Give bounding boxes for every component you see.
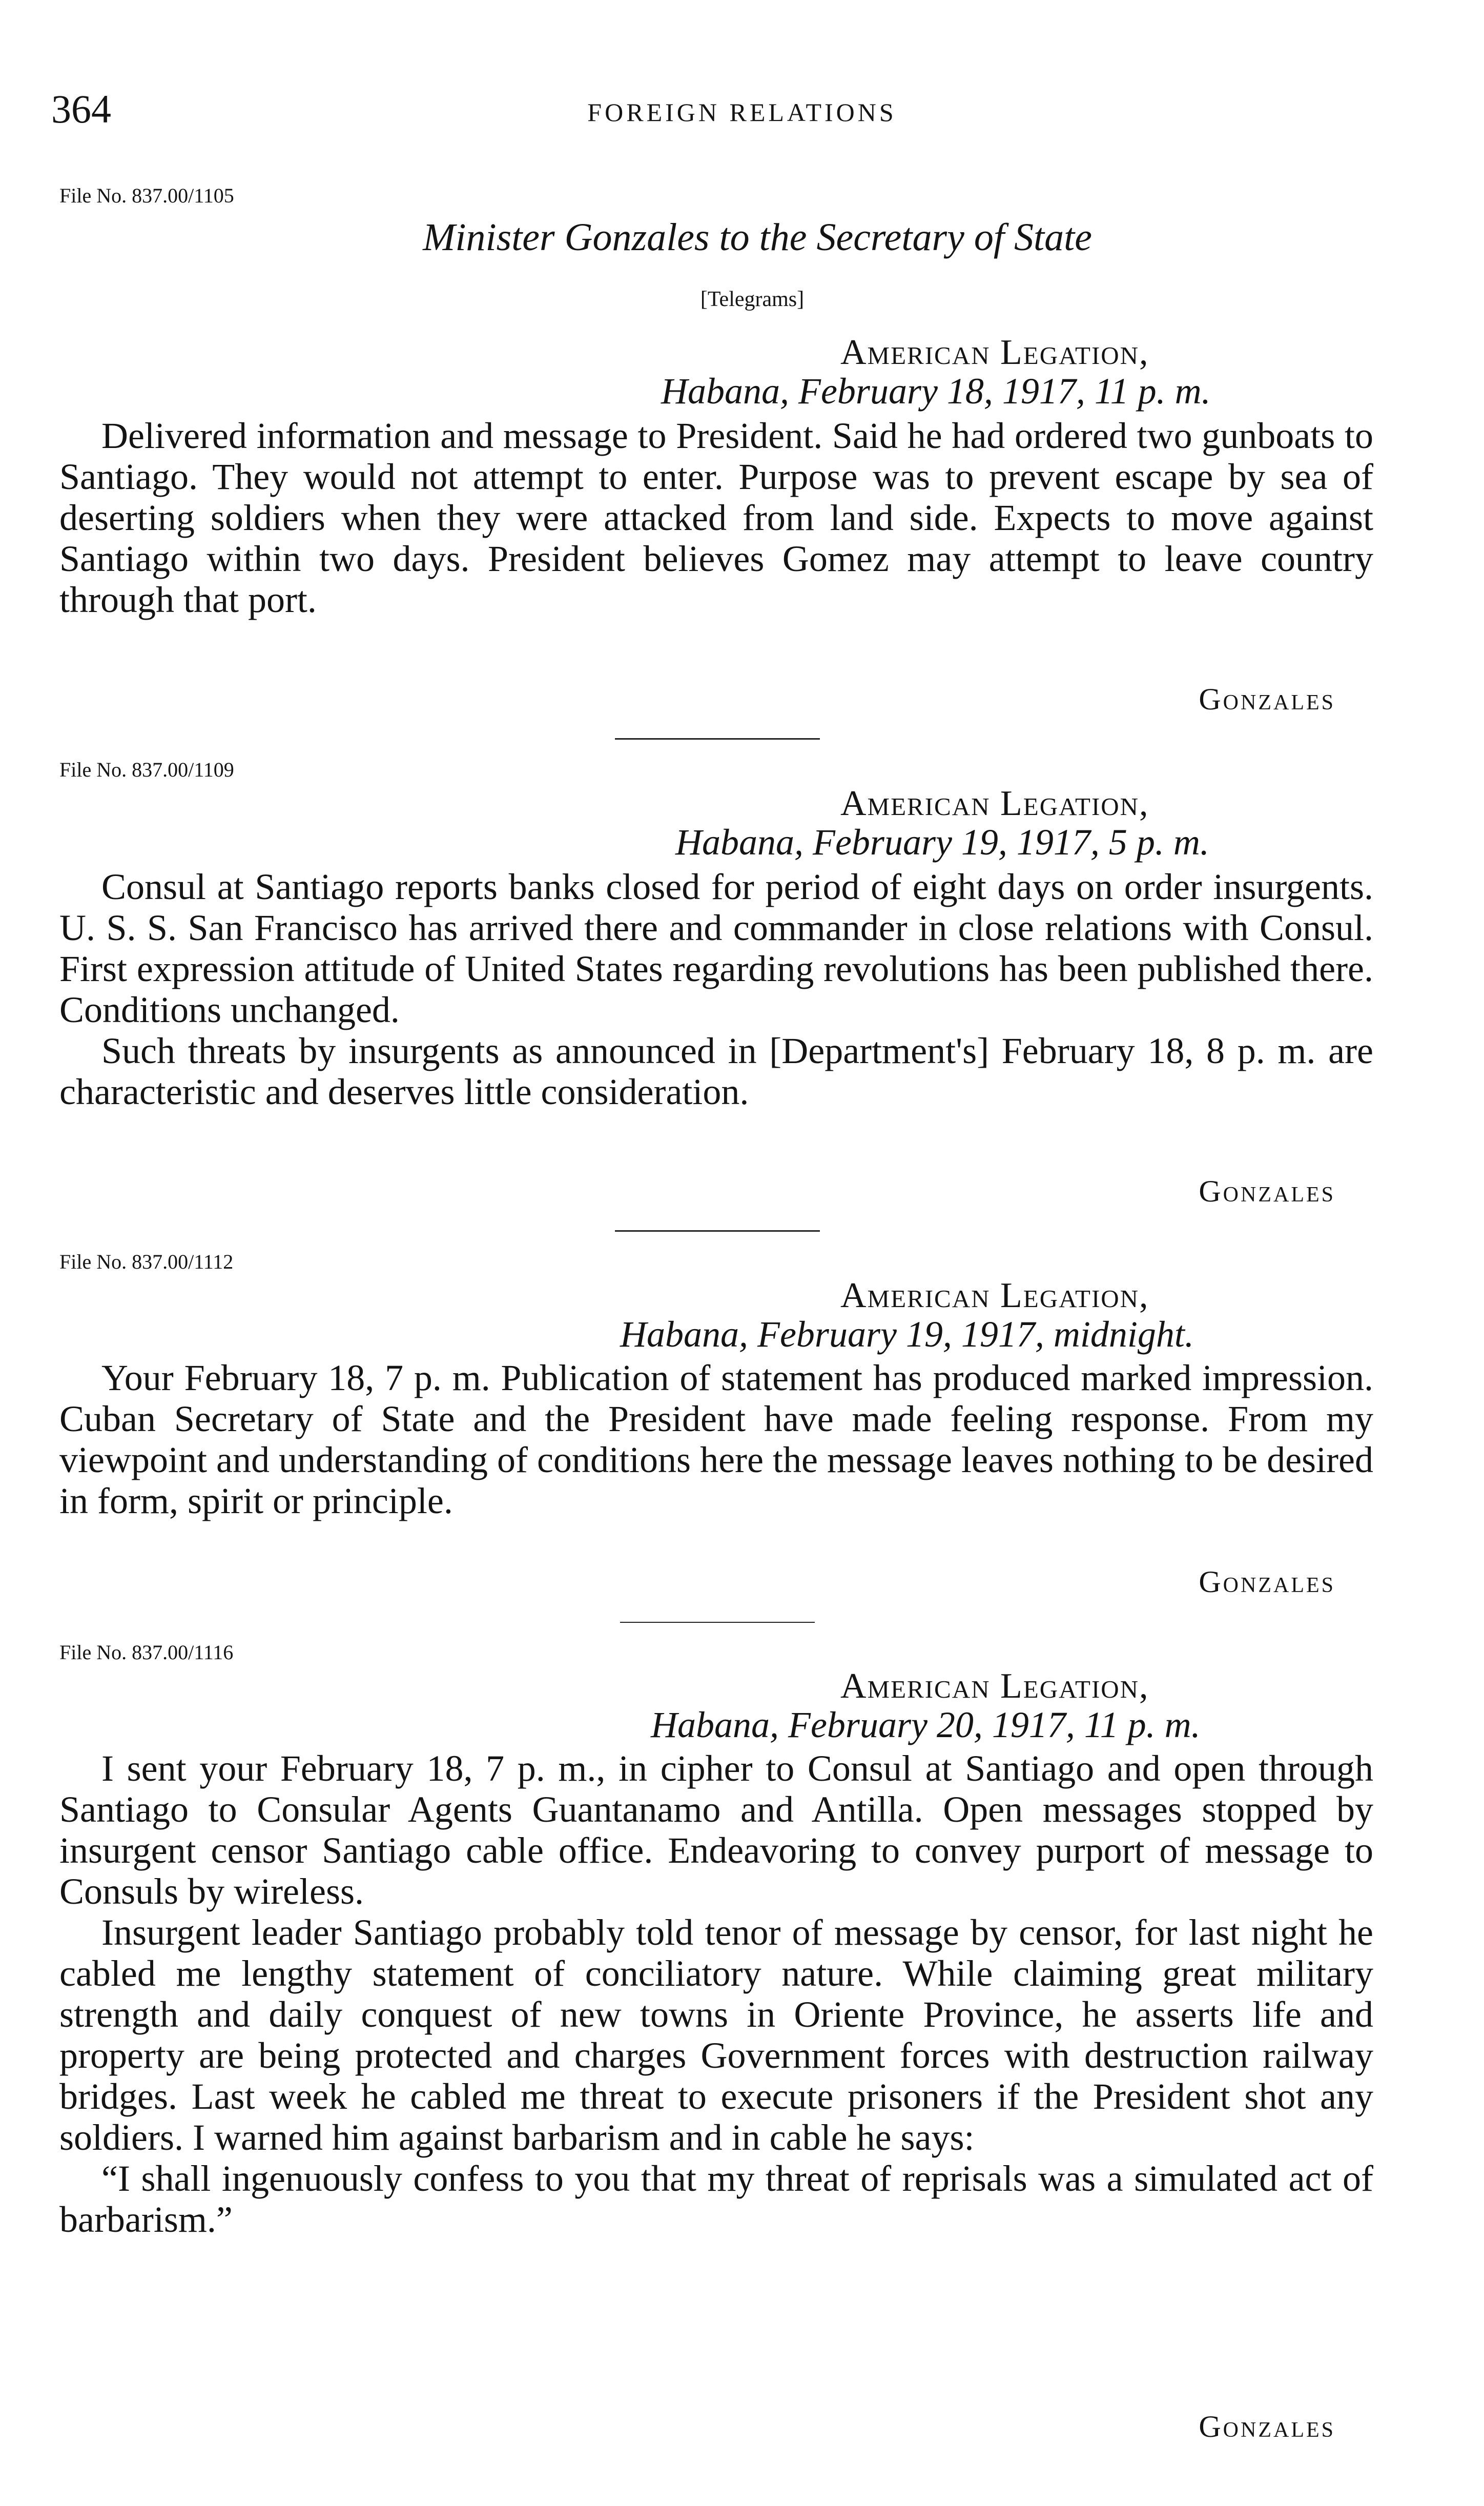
paragraph: Such threats by insurgents as announced in [Department's] February 18, 8 p. m. are characteristic and deserves little consideration. — [59, 1030, 1373, 1112]
page-number: 364 — [51, 87, 111, 131]
signature: Gonzales — [1199, 1565, 1335, 1599]
legation-heading: American Legation, — [840, 784, 1149, 823]
telegram-body — [59, 866, 1373, 1112]
telegram-body — [59, 1357, 1373, 1521]
file-number: File No. 837.00/1105 — [59, 184, 234, 207]
dateline: Habana, February 20, 1917, 11 p. m. — [651, 1704, 1201, 1745]
divider-rule — [615, 1230, 820, 1232]
paragraph: I sent your February 18, 7 p. m., in cipher to Consul at Santiago and open through Santiago to Consular Agents Guantanamo and Antilla. Open messages stopped by insurgent censor Santiago cable office. Endeavoring to convey purport of message to Consuls by wireless. — [59, 1748, 1373, 1912]
quoted-paragraph: “I shall ingenuously confess to you that my threat of reprisals was a simulated act of barbarism.” — [59, 2158, 1373, 2240]
legation-heading: American Legation, — [840, 1666, 1149, 1706]
dateline: Habana, February 19, 1917, midnight. — [620, 1314, 1194, 1355]
paragraph: Consul at Santiago reports banks closed for period of eight days on order insurgents. U. S. S. San Francisco has arrived there and commander in close relations with Consul. First expression attitude of United States regarding revolutions has been published there. Conditions unchanged. — [59, 866, 1373, 1030]
signature: Gonzales — [1199, 682, 1335, 716]
document-title: Minister Gonzales to the Secretary of State — [423, 216, 1092, 259]
dateline: Habana, February 18, 1917, 11 p. m. — [661, 371, 1211, 412]
telegram-body — [59, 415, 1373, 620]
running-head: FOREIGN RELATIONS — [587, 98, 897, 127]
paragraph: Your February 18, 7 p. m. Publication of statement has produced marked impression. Cuban Secretary of State and the President have made feeling response. From my viewpoint and understanding of conditions here the message leaves nothing to be desired in form, spirit or principle. — [59, 1357, 1373, 1521]
telegram-body — [59, 1748, 1373, 2240]
dateline: Habana, February 19, 1917, 5 p. m. — [675, 822, 1209, 863]
legation-heading: American Legation, — [840, 333, 1149, 372]
file-number: File No. 837.00/1116 — [59, 1641, 234, 1664]
file-number: File No. 837.00/1109 — [59, 758, 234, 781]
signature: Gonzales — [1199, 2410, 1335, 2443]
paragraph: Delivered information and message to President. Said he had ordered two gunboats to Santiago. They would not attempt to enter. Purpose was to prevent escape by sea of deserting soldiers when they were attacked from land side. Expects to move against Santiago within two days. President believes Gomez may attempt to leave country through that port. — [59, 415, 1373, 620]
divider-rule — [620, 1622, 815, 1623]
signature: Gonzales — [1199, 1174, 1335, 1208]
document-subtitle: [Telegrams] — [700, 288, 805, 311]
file-number: File No. 837.00/1112 — [59, 1250, 234, 1273]
legation-heading: American Legation, — [840, 1276, 1149, 1315]
paragraph: Insurgent leader Santiago probably told tenor of message by censor, for last night he cabled me lengthy statement of conciliatory nature. While claiming great military strength and daily conquest of new towns in Oriente Province, he asserts life and property are being protected and charges Government forces with destruction railway bridges. Last week he cabled me threat to execute prisoners if the President shot any soldiers. I warned him against barbarism and in cable he says: — [59, 1912, 1373, 2158]
divider-rule — [615, 738, 820, 740]
